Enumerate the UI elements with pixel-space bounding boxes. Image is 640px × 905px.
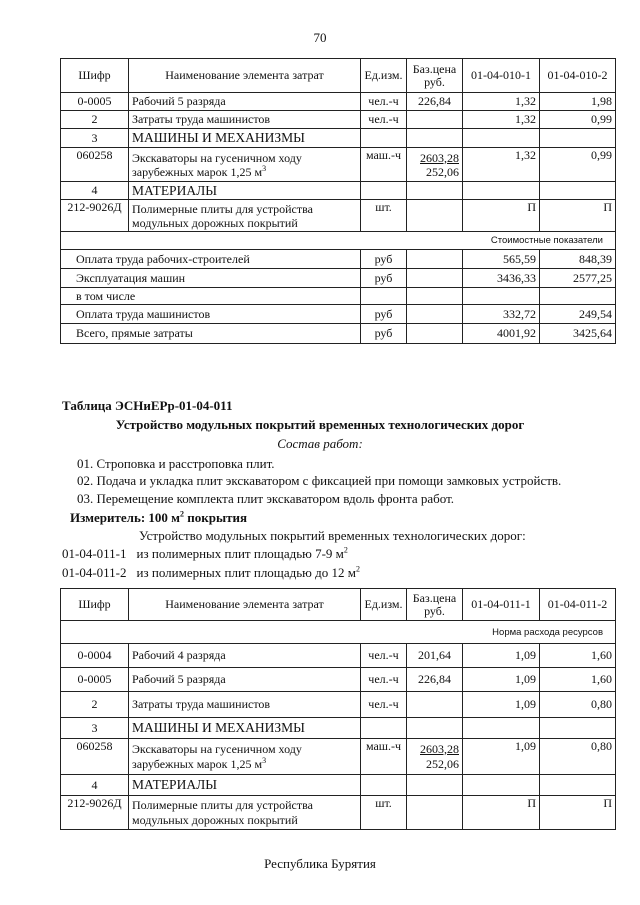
- row-price: [407, 692, 463, 718]
- meter-tail: покрытия: [184, 510, 248, 525]
- superscript: 2: [343, 545, 348, 555]
- row-price-line2: 252,06: [426, 756, 459, 771]
- variant-line: [62, 565, 360, 581]
- row-code: 2: [61, 111, 129, 129]
- row-name-line1: Экскаваторы на гусеничном ходу: [132, 741, 302, 756]
- row-price: 226,84: [407, 668, 463, 692]
- row-name: [129, 796, 361, 830]
- section-code: 4: [61, 775, 129, 796]
- cost-label: Эксплуатация машин: [61, 269, 361, 288]
- row-value-2: П: [540, 796, 616, 830]
- superscript: 3: [262, 163, 267, 173]
- cost-value-2: 3425,64: [540, 324, 616, 344]
- row-value-2: 0,99: [540, 148, 616, 182]
- section-title: МАТЕРИАЛЫ: [129, 775, 361, 796]
- row-name: Затраты труда машинистов: [129, 111, 361, 129]
- section-row-materials: [61, 182, 616, 200]
- variant-line: [62, 546, 348, 562]
- table-row: [61, 692, 616, 718]
- row-name-line2: зарубежных марок 1,25 м: [132, 164, 263, 179]
- row-name: Рабочий 5 разряда: [129, 93, 361, 111]
- table-row: [61, 644, 616, 668]
- variant-code: 01-04-011-2: [62, 565, 127, 580]
- section-title: МАШИНЫ И МЕХАНИЗМЫ: [129, 718, 361, 739]
- table-header-row: [61, 589, 616, 621]
- row-value-2: 0,80: [540, 739, 616, 775]
- page-number: 70: [313, 30, 327, 45]
- cost-value-2: 249,54: [540, 305, 616, 324]
- row-unit: чел.-ч: [361, 111, 407, 129]
- meter: [70, 510, 247, 526]
- row-price-line1: 2603,28: [420, 741, 459, 756]
- row-value-2: 0,80: [540, 692, 616, 718]
- variant-code: 01-04-011-1: [62, 546, 127, 561]
- resource-table-011: [60, 588, 616, 830]
- row-code: 0-0005: [61, 93, 129, 111]
- row-unit: чел.-ч: [361, 668, 407, 692]
- cost-value-1: 3436,33: [463, 269, 540, 288]
- superscript: 2: [180, 509, 185, 519]
- row-value-1: П: [463, 796, 540, 830]
- cost-label: Всего, прямые затраты: [61, 324, 361, 344]
- row-name: Рабочий 5 разряда: [129, 668, 361, 692]
- row-name: Рабочий 4 разряда: [129, 644, 361, 668]
- header-unit: Ед.изм.: [361, 589, 407, 621]
- table-row: [61, 796, 616, 830]
- row-name: [129, 739, 361, 775]
- cost-row: [61, 269, 616, 288]
- row-code: 060258: [61, 148, 129, 182]
- resource-table-010: [60, 58, 616, 344]
- row-price: [407, 739, 463, 775]
- row-code: 0-0005: [61, 668, 129, 692]
- header-col1: 01-04-010-1: [463, 59, 540, 93]
- header-name: Наименование элемента затрат: [129, 589, 361, 621]
- row-value-1: 1,09: [463, 739, 540, 775]
- table-row: [61, 111, 616, 129]
- row-price: 226,84: [407, 93, 463, 111]
- row-value-2: 1,98: [540, 93, 616, 111]
- row-name-line1: Полимерные плиты для устройства: [132, 201, 313, 216]
- page-footer: Республика Бурятия: [264, 856, 376, 871]
- row-value-2: 1,60: [540, 644, 616, 668]
- row-value-2: 0,99: [540, 111, 616, 129]
- cost-row: [61, 305, 616, 324]
- cost-unit: руб: [361, 250, 407, 269]
- row-name: [129, 200, 361, 232]
- superscript: 2: [355, 564, 360, 574]
- section-title: МАШИНЫ И МЕХАНИЗМЫ: [129, 129, 361, 148]
- row-unit: чел.-ч: [361, 93, 407, 111]
- section-row-materials: [61, 775, 616, 796]
- row-name-line2: зарубежных марок 1,25 м: [132, 756, 263, 771]
- cost-label: в том числе: [61, 288, 361, 305]
- superscript: 3: [262, 755, 267, 765]
- row-value-1: 1,09: [463, 644, 540, 668]
- header-price: [407, 589, 463, 621]
- header-price-line1: Баз.цена: [412, 590, 457, 605]
- header-price-line2: руб.: [424, 603, 445, 618]
- table-label: Таблица ЭСНиЕРр-01-04-011: [62, 398, 233, 413]
- row-unit: шт.: [361, 796, 407, 830]
- header-col2: 01-04-010-2: [540, 59, 616, 93]
- row-unit: шт.: [361, 200, 407, 232]
- work-heading: Состав работ:: [277, 436, 363, 451]
- work-step: 02. Подача и укладка плит экскаватором с фиксацией при помощи замковых устройств.: [77, 473, 562, 488]
- cost-row: [61, 288, 616, 305]
- cost-title: Стоимостные показатели: [61, 232, 616, 250]
- row-name-line1: Полимерные плиты для устройства: [132, 797, 313, 812]
- table-row: [61, 668, 616, 692]
- row-price: [407, 796, 463, 830]
- table-row: [61, 739, 616, 775]
- cost-value-2: 2577,25: [540, 269, 616, 288]
- norm-title: Норма расхода ресурсов: [61, 621, 616, 644]
- row-value-2: П: [540, 200, 616, 232]
- row-unit: маш.-ч: [361, 739, 407, 775]
- section-code: 3: [61, 718, 129, 739]
- row-price-line1: 2603,28: [420, 150, 459, 165]
- norm-title-row: [61, 621, 616, 644]
- section-code: 3: [61, 129, 129, 148]
- row-code: 060258: [61, 739, 129, 775]
- row-unit: чел.-ч: [361, 644, 407, 668]
- section-title: МАТЕРИАЛЫ: [129, 182, 361, 200]
- cost-label: Оплата труда машинистов: [61, 305, 361, 324]
- row-name: [129, 148, 361, 182]
- header-name: Наименование элемента затрат: [129, 59, 361, 93]
- row-name-line2: модульных дорожных покрытий: [132, 215, 298, 230]
- section-title: Устройство модульных покрытий временных технологических дорог: [115, 417, 525, 432]
- header-col2: 01-04-011-2: [540, 589, 616, 621]
- section-code: 4: [61, 182, 129, 200]
- cost-value-1: 565,59: [463, 250, 540, 269]
- section-row-machines: [61, 718, 616, 739]
- row-value-1: 1,09: [463, 692, 540, 718]
- row-unit: маш.-ч: [361, 148, 407, 182]
- header-unit: Ед.изм.: [361, 59, 407, 93]
- row-price: [407, 148, 463, 182]
- header-price-line2: руб.: [424, 74, 445, 89]
- row-name-line2: модульных дорожных покрытий: [132, 812, 298, 827]
- table-row: [61, 200, 616, 232]
- header-col1: 01-04-011-1: [463, 589, 540, 621]
- row-unit: чел.-ч: [361, 692, 407, 718]
- header-code: Шифр: [61, 589, 129, 621]
- cost-unit: руб: [361, 324, 407, 344]
- work-step: 01. Строповка и расстроповка плит.: [77, 456, 275, 471]
- section-description: Устройство модульных покрытий временных технологических дорог:: [139, 528, 526, 543]
- cost-value-1: 4001,92: [463, 324, 540, 344]
- table-row: [61, 148, 616, 182]
- row-value-2: 1,60: [540, 668, 616, 692]
- cost-row: [61, 250, 616, 269]
- row-value-1: 1,32: [463, 148, 540, 182]
- row-code: 212-9026Д: [61, 200, 129, 232]
- cost-label: Оплата труда рабочих-строителей: [61, 250, 361, 269]
- cost-row-total: [61, 324, 616, 344]
- cost-title-row: [61, 232, 616, 250]
- row-name-line1: Экскаваторы на гусеничном ходу: [132, 150, 302, 165]
- cost-unit: руб: [361, 269, 407, 288]
- header-code: Шифр: [61, 59, 129, 93]
- variant-text: из полимерных плит площадью 7-9 м: [136, 546, 344, 561]
- row-value-1: 1,32: [463, 93, 540, 111]
- row-code: 2: [61, 692, 129, 718]
- row-name: Затраты труда машинистов: [129, 692, 361, 718]
- meter-label: Измеритель: 100 м: [70, 510, 181, 525]
- row-price: 201,64: [407, 644, 463, 668]
- row-price: [407, 200, 463, 232]
- table-header-row: [61, 59, 616, 93]
- cost-value-1: 332,72: [463, 305, 540, 324]
- variant-text: из полимерных плит площадью до 12 м: [136, 565, 356, 580]
- row-value-1: 1,09: [463, 668, 540, 692]
- table-row: [61, 93, 616, 111]
- row-price: [407, 111, 463, 129]
- work-step: 03. Перемещение комплекта плит экскаватором вдоль фронта работ.: [77, 491, 455, 506]
- header-price: [407, 59, 463, 93]
- row-code: 0-0004: [61, 644, 129, 668]
- row-value-1: 1,32: [463, 111, 540, 129]
- cost-unit: руб: [361, 305, 407, 324]
- section-row-machines: [61, 129, 616, 148]
- cost-value-2: 848,39: [540, 250, 616, 269]
- row-code: 212-9026Д: [61, 796, 129, 830]
- row-price-line2: 252,06: [426, 164, 459, 179]
- row-value-1: П: [463, 200, 540, 232]
- header-price-line1: Баз.цена: [412, 61, 457, 76]
